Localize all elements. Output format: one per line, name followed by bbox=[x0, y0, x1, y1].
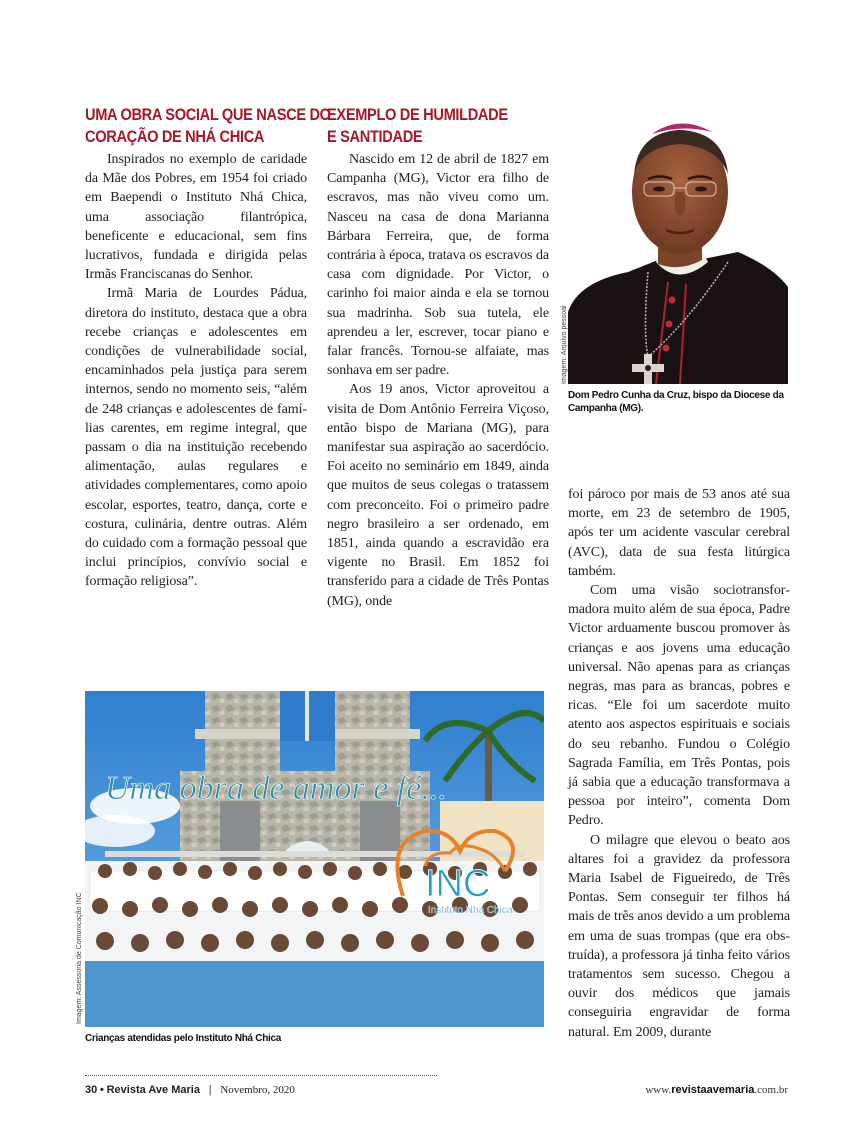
children-group-photo bbox=[85, 691, 544, 1027]
pipe-separator: | bbox=[208, 1084, 212, 1096]
page-number: 30 bbox=[85, 1084, 98, 1096]
section-heading-obra-social bbox=[85, 104, 331, 148]
paragraph: Irmã Maria de Lourdes Pádua, diretora do instituto, destaca que a obra recebe crianças e adolescentes em condições de vulnerabilidade social, encaminhados pela justiça para serem internos, sendo no momento seis, “além de 248 crianças e adolescentes de famílias carentes, em regime integral, que passam o dia na instituição recebendo alimentação, aulas regulares e atividades complementares, como apoio escolar, esportes, teatro, dança, corte e costura, culinária, dentre outras. Além do cuidado com a formação pessoal que inclui princípios, convívio social e formação religiosa”. bbox=[85, 286, 307, 590]
children-photo-credit: Imagem: Assessoria de Comunicação INC bbox=[76, 892, 83, 1024]
paragraph: Aos 19 anos, Victor aproveitou a visita de Dom Antônio Ferreira Viçoso, então bispo de Mariana (MG), para manifestar sua aspiração ao sacerdócio. Foi aceito no seminário em 1849, ainda que muitos de seus colegas o tratassem com preconceito. Foi o primeiro padre negro brasileiro a ser ordenado, em 1851, ainda quando a escravidão era vigente no Brasil. Em 1852 foi transferido para a cidade de Três Pontas (MG), onde bbox=[327, 382, 549, 609]
issue-date: Novembro, 2020 bbox=[220, 1084, 295, 1096]
children-photo-caption: Crianças atendidas pelo Instituto Nhá Chica bbox=[85, 1033, 282, 1044]
magazine-name: Revista Ave Maria bbox=[106, 1084, 200, 1096]
children-photo-illustration bbox=[85, 691, 544, 1027]
bullet-separator: • bbox=[100, 1084, 104, 1096]
heading-line: EXEMPLO DE HUMILDADE bbox=[327, 105, 508, 124]
bishop-photo bbox=[568, 112, 788, 384]
heading-line: E SANTIDADE bbox=[327, 127, 423, 146]
url-suffix: .com.br bbox=[754, 1084, 788, 1096]
footer-folio bbox=[85, 1084, 295, 1096]
bishop-photo-caption: Dom Pedro Cunha da Cruz, bispo da Diocese da Campanha (MG). bbox=[568, 390, 784, 414]
logo-initials: INC bbox=[425, 863, 491, 905]
heading-line: CORAÇÃO DE NHÁ CHICA bbox=[85, 127, 265, 146]
heading-line: UMA OBRA SOCIAL QUE NASCE DO bbox=[85, 105, 331, 124]
paragraph: O milagre que elevou o beato aos altares foi a gravidez da professora Maria Isabel de Figueiredo, de Três Pontas. Sem conseguir ter filhos há mais de três anos devido a um problema em uma de suas trompas (que era obstruída), a professora já tinha feito vários tratamentos sem sucesso. Chegou a ouvir dos médicos que jamais conseguiria engravidar de forma natural. Em 2009, durante bbox=[568, 832, 790, 1040]
footer-divider bbox=[85, 1075, 437, 1076]
overlay-script-text: Uma obra de amor e fé... bbox=[105, 770, 447, 807]
section-heading-humildade bbox=[327, 104, 518, 148]
paragraph: foi pároco por mais de 53 anos até sua morte, em 23 de setembro de 1905, após ter um acidente vascular cerebral (AVC), data de sua festa litúrgica também. bbox=[568, 487, 790, 579]
article-column-1 bbox=[85, 104, 331, 592]
url-brand: revistaavemaria bbox=[671, 1084, 755, 1096]
url-prefix: www. bbox=[645, 1084, 672, 1096]
paragraph: Inspirados no exemplo de caridade da Mãe dos Pobres, em 1954 foi criado em Baependi o Instituto Nhá Chica, uma associação filantrópica, beneficente e educacional, sem fins lucrativos, fundada e dirigida pelas Irmãs Franciscanas do Senhor. bbox=[85, 152, 307, 283]
article-column-2 bbox=[327, 104, 549, 611]
footer-website-link[interactable] bbox=[645, 1084, 788, 1096]
bishop-portrait-illustration bbox=[568, 112, 788, 384]
paragraph: Nascido em 12 de abril de 1827 em Campanha (MG), Victor era filho de escravos, mas não viveu como um. Nasceu na casa de dona Marianna Bárbara Ferreira, que, de forma contrária à época, tratava os escravos da casa com dignidade. Por Victor, o carinho foi maior ainda e ela se tornou sua madrinha. Sob sua tutela, ele aprendeu a ler, escrever, tocar piano e falar francês. Tornou-se alfaiate, mas sonhava em ser padre. bbox=[327, 152, 549, 379]
bishop-photo-credit: Imagem: Arquivo pessoal bbox=[561, 305, 568, 384]
paragraph: Com uma visão sociotransformadora muito além de sua época, Padre Victor arduamente buscou promover às crianças e aos jovens uma educação universal. Não apenas para as crianças negras, mas para as brancas, pobres e ricas. “Ele foi um sacerdote muito atento aos aspectos espirituais e sociais do seu rebanho. Fundou o Colégio Sagrada Família, em Três Pontas, pois já sabia que a educação transformava a pessoa por inteiro”, comenta Dom Pedro. bbox=[568, 583, 790, 829]
logo-name: Instituto Nhá Chica bbox=[428, 905, 513, 916]
article-column-3 bbox=[568, 485, 790, 1042]
